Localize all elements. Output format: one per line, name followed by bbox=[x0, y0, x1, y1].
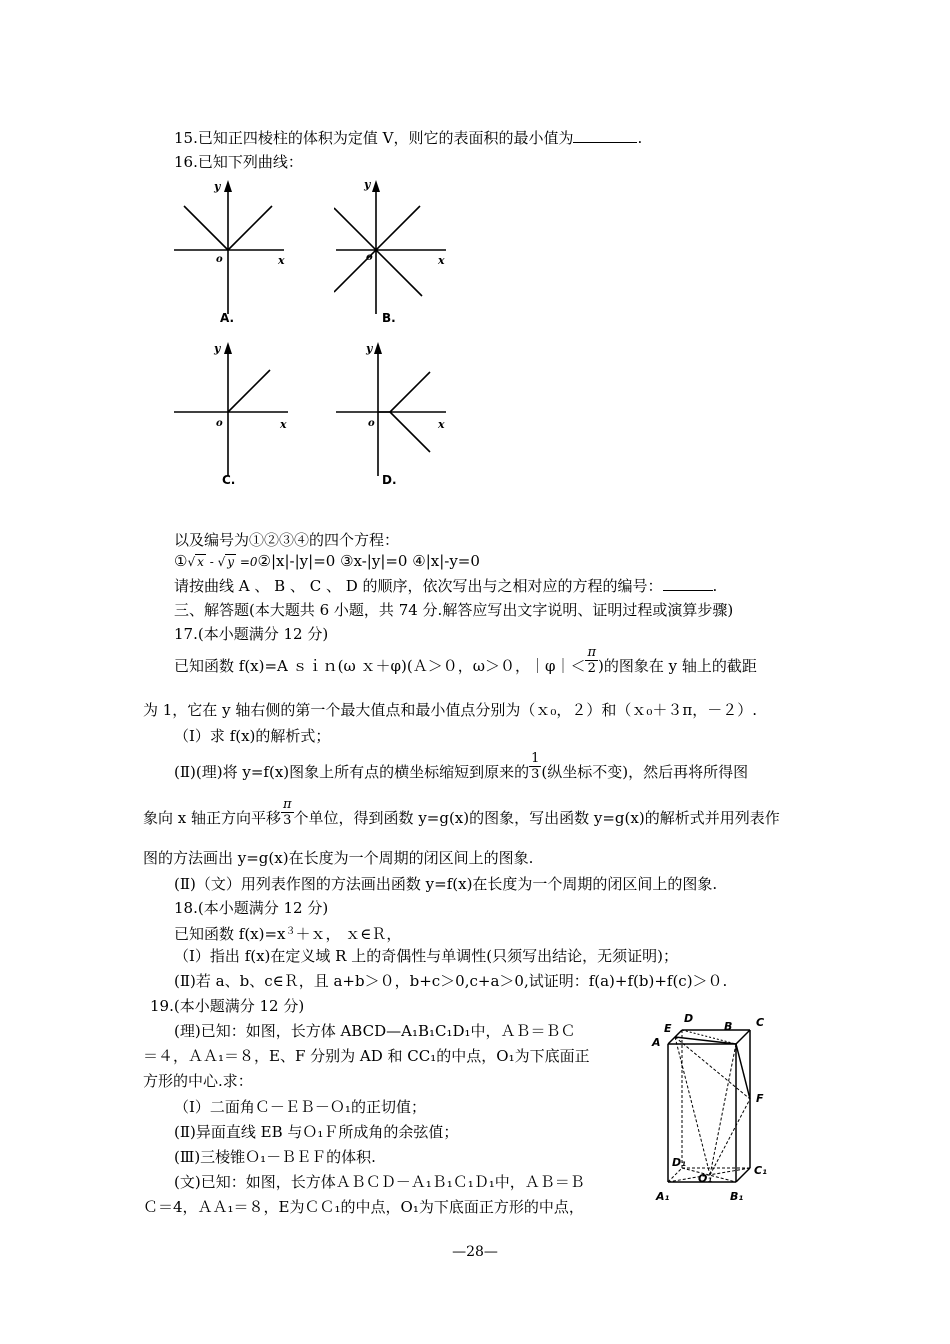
graph-d-y: y bbox=[366, 342, 373, 355]
q19-line2: ＝４，ＡＡ₁＝８，E、F 分别为 AD 和 CC₁的中点，O₁为下底面正 bbox=[143, 1047, 590, 1065]
q17-line4: (Ⅱ)(理)将 y=f(x)图象上所有点的横坐标缩短到原来的 $\frac{1}{3}$ (纵坐标不变)，然后再将所得图 bbox=[174, 750, 749, 782]
graph-a-label: A. bbox=[220, 311, 235, 325]
q18-line1: 已知函数 $f(x)=x^3+x$， ｘ∈Ｒ， bbox=[174, 925, 402, 943]
graph-a bbox=[172, 176, 292, 330]
q16-blank bbox=[663, 576, 713, 591]
q17-title: 17.(本小题满分 12 分) bbox=[174, 625, 329, 643]
q15-blank bbox=[573, 128, 637, 143]
label-D1: D₁ bbox=[672, 1156, 686, 1169]
graph-d-o: o bbox=[368, 418, 375, 429]
graph-b bbox=[334, 176, 454, 330]
graph-c-x: x bbox=[280, 418, 287, 431]
frac-1-3: $\frac{1}{3}$ bbox=[531, 750, 540, 782]
graph-a-y: y bbox=[214, 180, 221, 193]
graph-b-x: x bbox=[438, 254, 445, 267]
q16-equations: ①√ x - √ y =0②|x|-|y|=0 ③x-|y|=0 ④|x|-y=0 bbox=[174, 552, 480, 570]
q19-line3: 方形的中心.求： bbox=[143, 1072, 253, 1090]
q16-ask: 请按曲线 A 、 B 、 C 、 D 的顺序，依次写出与之相对应的方程的编号： . bbox=[174, 577, 718, 595]
graph-c-o: o bbox=[216, 418, 223, 429]
label-B1: B₁ bbox=[730, 1190, 744, 1203]
label-O1: O₁ bbox=[698, 1172, 713, 1185]
graph-b-o: o bbox=[366, 252, 373, 263]
cuboid-figure bbox=[650, 1010, 774, 1206]
label-A: A bbox=[652, 1036, 661, 1049]
q19-wen-line1: (文)已知：如图，长方体ＡＢＣＤ－Ａ₁Ｂ₁Ｃ₁Ｄ₁中，ＡＢ＝Ｂ bbox=[174, 1173, 585, 1191]
page-number: —28— bbox=[452, 1244, 498, 1260]
frac-pi-3: $\frac{\pi}{3}$ bbox=[283, 796, 292, 828]
q16-title: 16.已知下列曲线： bbox=[174, 153, 303, 171]
q17-part1: （Ⅰ）求 f(x)的解析式； bbox=[174, 727, 331, 745]
q17-line5: 象向 x 轴正方向平移 $\frac{\pi}{3}$ 个单位，得到函数 y=g(x)的图象，写出函数 y=g(x)的解析式并用列表作 bbox=[143, 796, 780, 828]
q19-title: 19.(本小题满分 12 分) bbox=[150, 997, 305, 1015]
graph-a-x: x bbox=[278, 254, 285, 267]
q19-part1: （Ⅰ）二面角Ｃ－ＥＢ－Ｏ₁的正切值； bbox=[174, 1098, 426, 1116]
graph-d bbox=[334, 338, 454, 492]
label-C: C bbox=[756, 1016, 765, 1029]
q19-part3: (Ⅲ)三棱锥Ｏ₁－ＢＥＦ的体积. bbox=[174, 1148, 376, 1166]
q15-text: 15.已知正四棱柱的体积为定值 V，则它的表面积的最小值为 bbox=[174, 129, 574, 147]
label-C1: C₁ bbox=[754, 1164, 767, 1177]
frac-pi-2: $\frac{\pi}{2}$ bbox=[587, 644, 596, 676]
graph-a-o: o bbox=[216, 254, 223, 265]
graph-c-label: C. bbox=[222, 473, 236, 487]
q16-intro: 以及编号为①②③④的四个方程： bbox=[174, 531, 400, 549]
label-D: D bbox=[684, 1012, 694, 1025]
label-B: B bbox=[724, 1020, 733, 1033]
q18-part1: （Ⅰ）指出 f(x)在定义域 R 上的奇偶性与单调性(只须写出结论，无须证明)； bbox=[174, 947, 678, 965]
label-E: E bbox=[664, 1022, 672, 1035]
graph-d-label: D. bbox=[382, 473, 397, 487]
graph-b-y: y bbox=[364, 178, 371, 191]
graph-c bbox=[172, 338, 292, 492]
q17-line2: 为 1，它在 y 轴右侧的第一个最大值点和最小值点分别为（ｘ₀，２）和（ｘ₀＋３π，－２）. bbox=[143, 701, 757, 719]
q18-part2: (Ⅱ)若 a、b、c∈Ｒ，且 a+b＞０，b+c＞0,c+a＞0,试证明：f(a)+f(b)+f(c)＞０. bbox=[174, 972, 728, 990]
q15-line: 15.已知正四棱柱的体积为定值 V，则它的表面积的最小值为 . bbox=[174, 129, 643, 147]
q17-line6: 图的方法画出 y=g(x)在长度为一个周期的闭区间上的图象. bbox=[143, 849, 534, 867]
q19-wen-line2: Ｃ＝4，ＡＡ₁＝８，E为ＣＣ₁的中点，O₁为下底面正方形的中点， bbox=[143, 1198, 584, 1216]
graph-d-x: x bbox=[438, 418, 445, 431]
q17-part2-wen: (Ⅱ)（文）用列表作图的方法画出函数 y=f(x)在长度为一个周期的闭区间上的图象. bbox=[174, 875, 718, 893]
q19-part2: (Ⅱ)异面直线 EB 与Ｏ₁Ｆ所成角的余弦值； bbox=[174, 1123, 459, 1141]
graph-b-label: B. bbox=[382, 311, 396, 325]
label-F: F bbox=[756, 1092, 764, 1105]
q19-line1: (理)已知：如图，长方体 ABCD—A₁B₁C₁D₁中，ＡＢ＝ＢＣ bbox=[174, 1022, 576, 1040]
q18-title: 18.(本小题满分 12 分) bbox=[174, 899, 329, 917]
graph-c-y: y bbox=[214, 342, 221, 355]
section-3-heading: 三、解答题(本大题共 6 小题，共 74 分.解答应写出文字说明、证明过程或演算步骤) bbox=[174, 601, 734, 619]
q17-line1: 已知函数 f(x)=A ｓｉｎ(ω ｘ＋φ)(Ａ＞０，ω＞０，｜φ｜＜ $\frac{\pi}{2}$ )的图象在 y 轴上的截距 bbox=[174, 644, 757, 676]
label-A1: A₁ bbox=[656, 1190, 670, 1203]
